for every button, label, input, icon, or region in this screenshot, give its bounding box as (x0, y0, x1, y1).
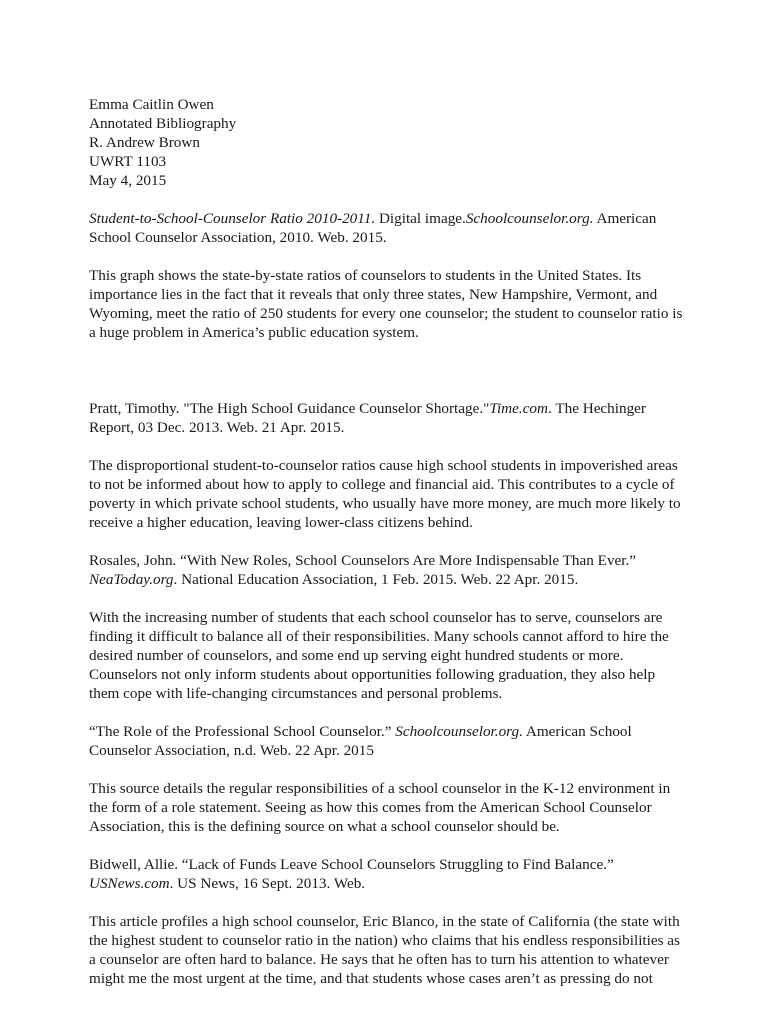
course-code: UWRT 1103 (89, 153, 167, 170)
citation-4: “The Role of the Professional School Counselor.” Schoolcounselor.org. American School Counselor Association, n.d. Web. 22 Apr. 2015 (89, 723, 632, 759)
instructor-name: R. Andrew Brown (89, 134, 200, 151)
citation-2: Pratt, Timothy. "The High School Guidance Counselor Shortage."Time.com. The Hechinger Report, 03 Dec. 2013. Web. 21 Apr. 2015. (89, 400, 646, 436)
citation-1: Student-to-School-Counselor Ratio 2010-2011. Digital image.Schoolcounselor.org. American School Counselor Association, 2010. Web. 2015. (89, 210, 657, 246)
document-body (89, 95, 689, 988)
citation-5: Bidwell, Allie. “Lack of Funds Leave School Counselors Struggling to Find Balance.” USNews.com. US News, 16 Sept. 2013. Web. (89, 856, 614, 892)
annotation-5: This article profiles a high school counselor, Eric Blanco, in the state of California (the state with the highest student to counselor ratio in the nation) who claims that his endless responsibilities as a counselor are often hard to balance. He says that he often has to turn his attention to whatever might me the most urgent at the time, and that students whose cases aren’t as pressing do not (89, 913, 680, 987)
citation-source: Schoolcounselor.org. (395, 723, 523, 740)
author-name: Emma Caitlin Owen (89, 96, 214, 113)
citation-source: Schoolcounselor.org. (465, 210, 594, 227)
citation-source: USNews.com (89, 875, 170, 892)
annotation-2: The disproportional student-to-counselor ratios cause high school students in impoverished areas to not be informed about how to apply to college and financial aid. This contributes to a cycle of poverty in which private school students, who usually have more money, are much more likely to receive a higher education, leaving lower-class citizens behind. (89, 457, 681, 531)
citation-source: NeaToday.org (89, 571, 174, 588)
citation-source: Time.com (489, 400, 548, 417)
document-title: Annotated Bibliography (89, 115, 237, 132)
document-header (89, 95, 689, 190)
annotation-3: With the increasing number of students that each school counselor has to serve, counselors are finding it difficult to balance all of their responsibilities. Many schools cannot afford to hire the desired number of counselors, and some end up serving eight hundred students or more. Counselors not only inform students about opportunities following graduation, they also help them cope with life-changing circumstances and personal problems. (89, 609, 669, 702)
annotation-1: This graph shows the state-by-state ratios of counselors to students in the United States. Its importance lies in the fact that it reveals that only three states, New Hampshire, Vermont, and Wyoming, meet the ratio of 250 students for every one counselor; the student to counselor ratio is a huge problem in America’s public education system. (89, 267, 683, 341)
citation-title: Student-to-School-Counselor Ratio 2010-2011. (89, 210, 376, 227)
citation-3: Rosales, John. “With New Roles, School Counselors Are More Indispensable Than Ever.” NeaToday.org. National Education Association, 1 Feb. 2015. Web. 22 Apr. 2015. (89, 552, 637, 588)
document-date: May 4, 2015 (89, 172, 167, 189)
annotation-4: This source details the regular responsibilities of a school counselor in the K-12 environment in the form of a role statement. Seeing as how this comes from the American School Counselor Association, this is the defining source on what a school counselor should be. (89, 780, 671, 835)
